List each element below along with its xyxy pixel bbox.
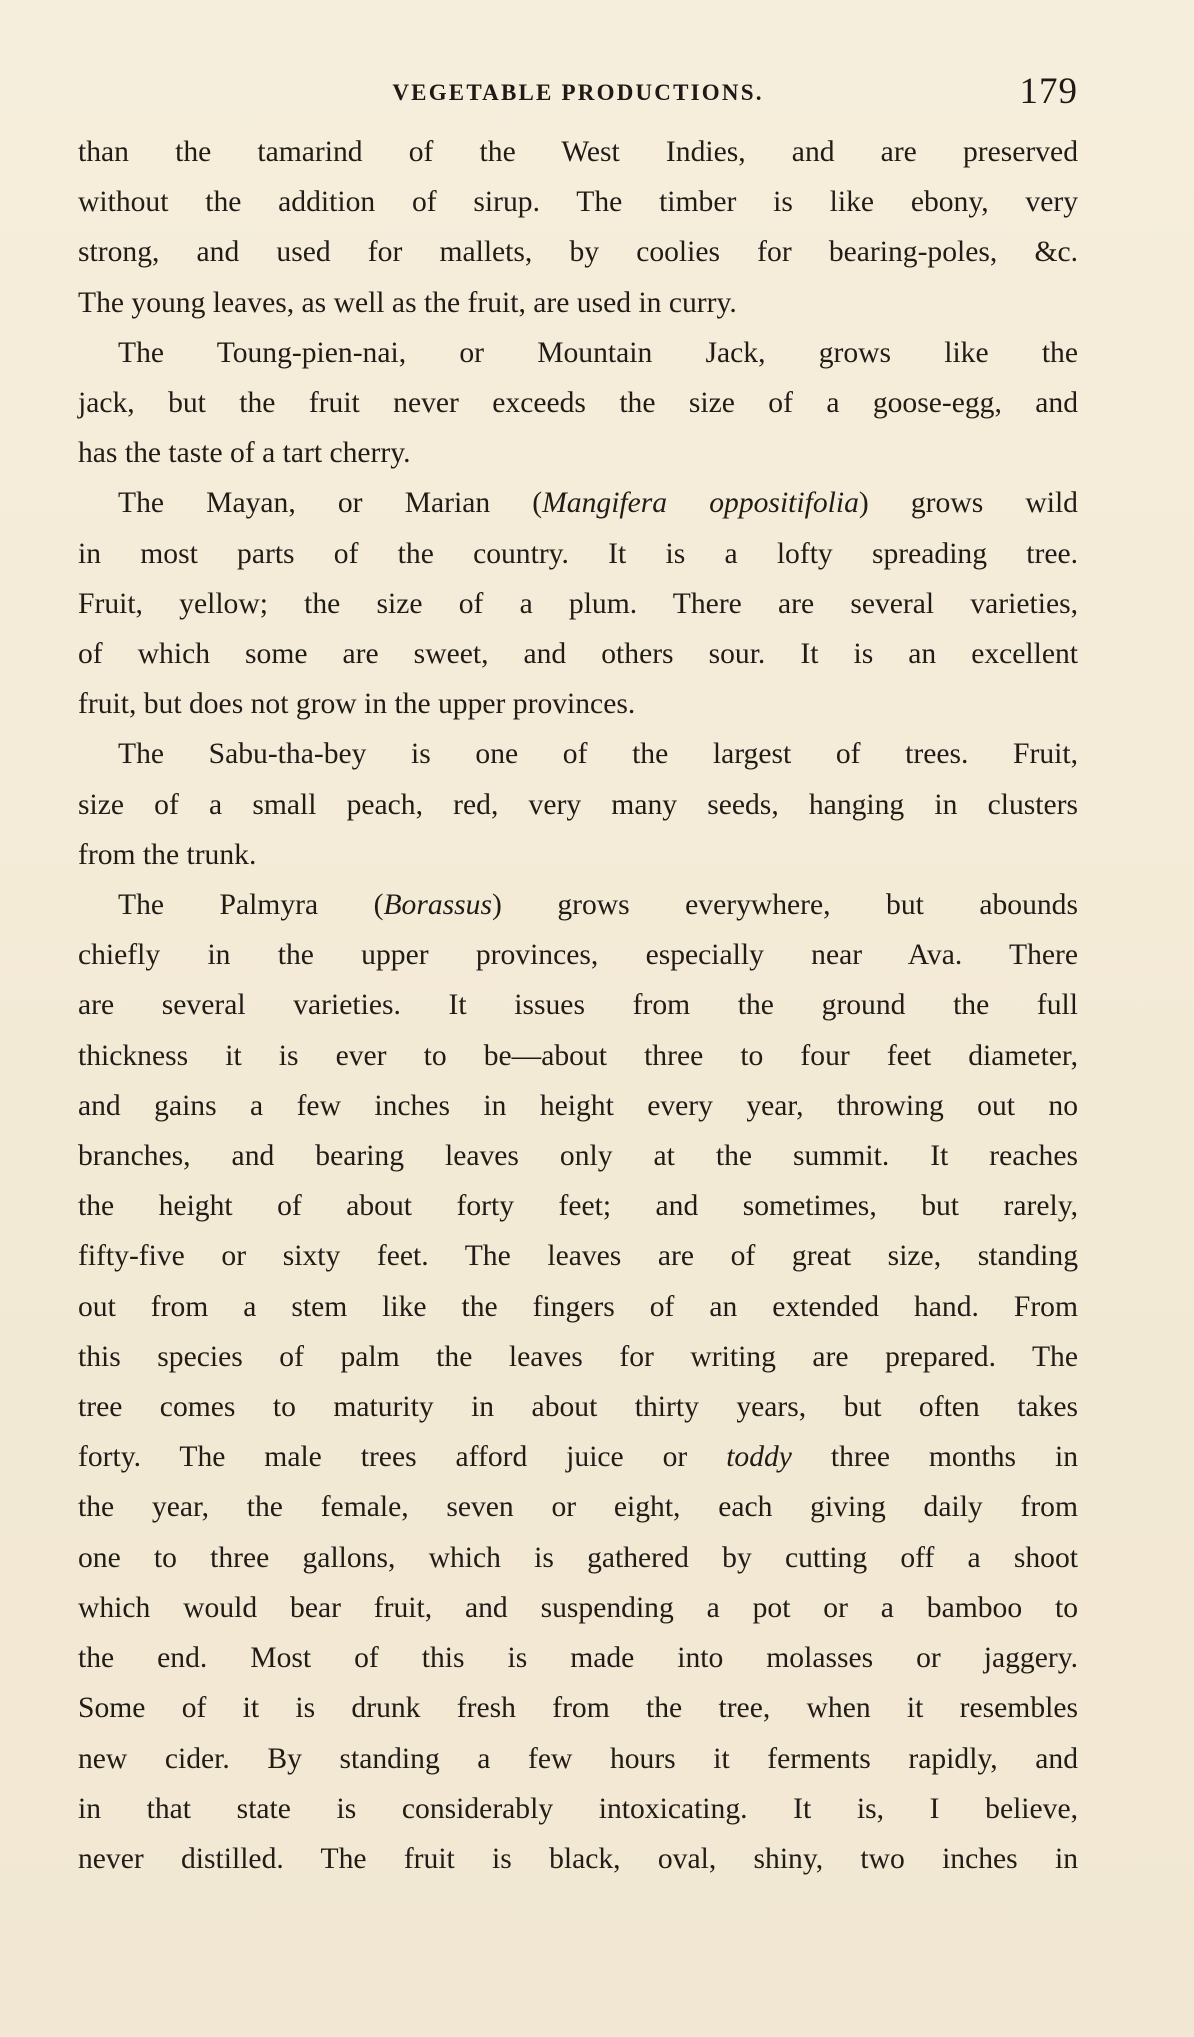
running-title: VEGETABLE PRODUCTIONS. xyxy=(392,80,764,105)
text-line: are several varieties. It issues from the ground the full xyxy=(78,989,1078,1022)
text-line: has the taste of a tart cherry. xyxy=(78,437,411,470)
text-line xyxy=(78,478,1078,528)
text-run: The Palmyra ( xyxy=(118,889,384,922)
text-line: size of a small peach, red, very many seeds, hanging in clusters xyxy=(78,788,1078,821)
text-line: the end. Most of this is made into molasses or jaggery. xyxy=(78,1642,1078,1675)
italic-term: toddy xyxy=(726,1441,792,1474)
text-line: from the trunk. xyxy=(78,838,257,871)
italic-botanical-name: Borassus xyxy=(383,889,492,922)
text-line: fruit, but does not grow in the upper provinces. xyxy=(78,688,636,721)
text-line: one to three gallons, which is gathered by cutting off a shoot xyxy=(78,1541,1078,1574)
text-line: The young leaves, as well as the fruit, are used in curry. xyxy=(78,286,737,319)
text-run: The Mayan, or Marian ( xyxy=(118,487,543,520)
paragraph-palmyra xyxy=(78,880,1078,1884)
text-line: of which some are sweet, and others sour. It is an excellent xyxy=(78,638,1078,671)
text-line: which would bear fruit, and suspending a pot or a bamboo to xyxy=(78,1591,1078,1624)
text-line: jack, but the fruit never exceeds the size of a goose-egg, and xyxy=(78,387,1078,420)
text-run: three months in xyxy=(791,1441,1078,1474)
text-run: ) grows wild xyxy=(858,487,1078,520)
page-number: 179 xyxy=(1019,71,1078,112)
text-line: thickness it is ever to be—about three to four feet diameter, xyxy=(78,1039,1078,1072)
text-line: new cider. By standing a few hours it ferments rapidly, and xyxy=(78,1742,1078,1775)
paragraph-mayan xyxy=(78,478,1078,729)
text-line: Some of it is drunk fresh from the tree, when it resembles xyxy=(78,1692,1078,1725)
text-line: never distilled. The fruit is black, oval, shiny, two inches in xyxy=(78,1842,1078,1875)
text-line xyxy=(78,880,1078,930)
text-line: chiefly in the upper provinces, especially near Ava. There xyxy=(78,939,1078,972)
text-line: in that state is considerably intoxicating. It is, I believe, xyxy=(78,1792,1078,1825)
text-line: The Toung-pien-nai, or Mountain Jack, grows like the xyxy=(118,336,1078,369)
text-line: the height of about forty feet; and sometimes, but rarely, xyxy=(78,1190,1078,1223)
text-line: out from a stem like the fingers of an extended hand. From xyxy=(78,1290,1078,1323)
text-run: forty. The male trees afford juice or xyxy=(78,1441,727,1474)
text-run: ) grows everywhere, but abounds xyxy=(492,889,1078,922)
paragraph-sabu-tha-bey xyxy=(78,729,1078,880)
page-header xyxy=(78,70,1078,120)
text-line: The Sabu-tha-bey is one of the largest of trees. Fruit, xyxy=(118,738,1078,771)
text-line: this species of palm the leaves for writing are prepared. The xyxy=(78,1340,1078,1373)
text-line: branches, and bearing leaves only at the summit. It reaches xyxy=(78,1140,1078,1173)
paragraph-continuation xyxy=(78,127,1078,328)
text-line: and gains a few inches in height every year, throwing out no xyxy=(78,1089,1078,1122)
text-line xyxy=(78,1432,1078,1482)
text-line: Fruit, yellow; the size of a plum. There are several varieties, xyxy=(78,587,1078,620)
text-line: fifty-five or sixty feet. The leaves are of great size, standing xyxy=(78,1240,1078,1273)
text-line: in most parts of the country. It is a lofty spreading tree. xyxy=(78,537,1078,570)
text-line: tree comes to maturity in about thirty years, but often takes xyxy=(78,1391,1078,1424)
text-line: strong, and used for mallets, by coolies for bearing-poles, &c. xyxy=(78,236,1078,269)
text-line: the year, the female, seven or eight, each giving daily from xyxy=(78,1491,1078,1524)
text-line: without the addition of sirup. The timber is like ebony, very xyxy=(78,186,1078,219)
italic-botanical-name: Mangifera oppositifolia xyxy=(542,487,859,520)
body-text xyxy=(78,127,1078,1884)
paragraph-toung-pien-nai xyxy=(78,328,1078,479)
text-line: than the tamarind of the West Indies, and are preserved xyxy=(78,136,1078,168)
